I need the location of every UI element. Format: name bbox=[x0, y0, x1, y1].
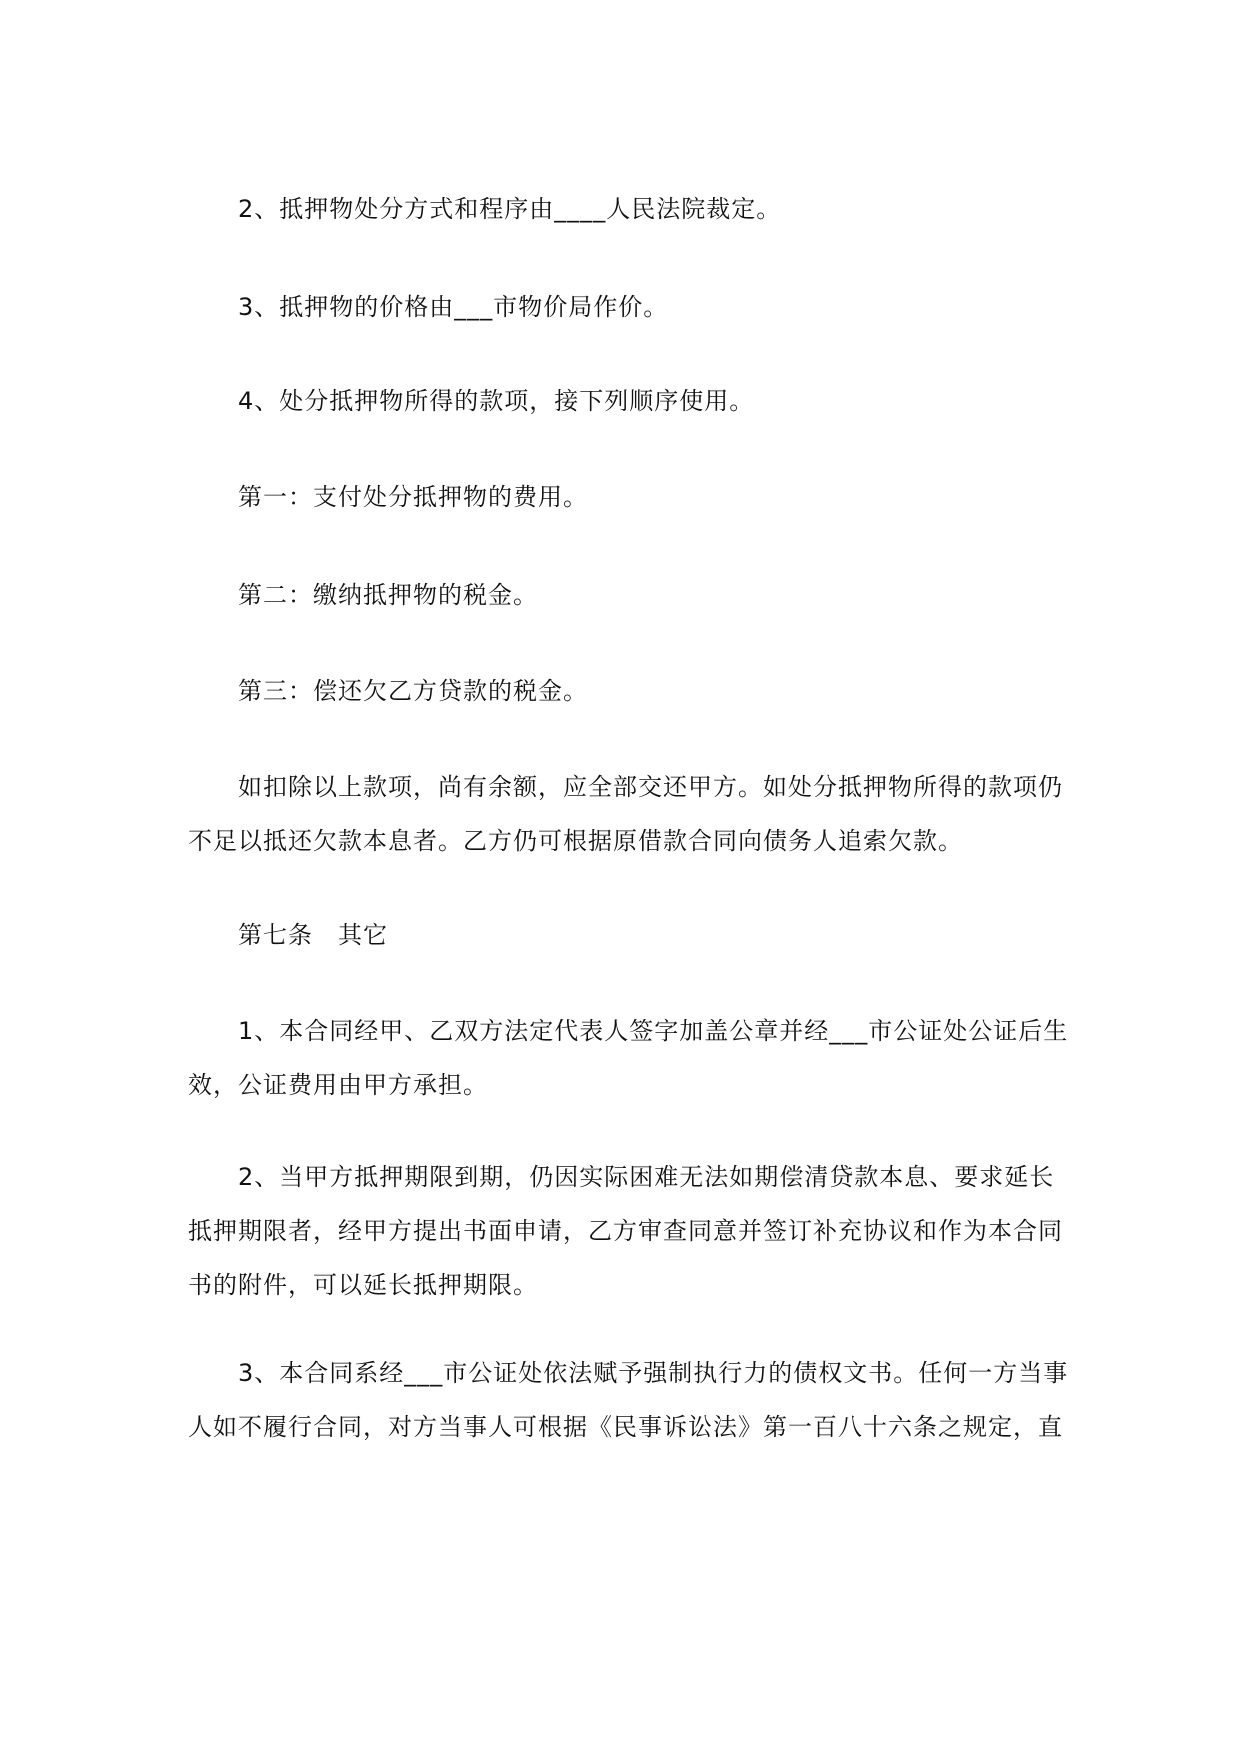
paragraph-line: 3、本合同系经___市公证处依法赋予强制执行力的债权文书。任何一方当事 bbox=[238, 1359, 1069, 1387]
paragraph-line: 第二：缴纳抵押物的税金。 bbox=[238, 581, 538, 609]
paragraph-line: 4、处分抵押物所得的款项，接下列顺序使用。 bbox=[238, 387, 755, 415]
paragraph-line: 第三：偿还欠乙方贷款的税金。 bbox=[238, 677, 588, 705]
paragraph-proceeds-order bbox=[188, 374, 1058, 428]
paragraph-line: 效，公证费用由甲方承担。 bbox=[188, 1071, 488, 1099]
paragraph-enforcement bbox=[188, 1346, 1069, 1454]
paragraph-second bbox=[188, 568, 1058, 622]
paragraph-line: 抵押期限者，经甲方提出书面申请，乙方审查同意并签订补充协议和作为本合同 bbox=[188, 1217, 1063, 1245]
paragraph-line: 2、当甲方抵押期限到期，仍因实际困难无法如期偿清贷款本息、要求延长 bbox=[238, 1163, 1055, 1191]
section-heading: 第七条 其它 bbox=[238, 921, 388, 949]
paragraph-line: 2、抵押物处分方式和程序由____人民法院裁定。 bbox=[238, 195, 782, 223]
paragraph-line: 不足以抵还欠款本息者。乙方仍可根据原借款合同向债务人追索欠款。 bbox=[188, 827, 963, 855]
paragraph-notarization bbox=[188, 1004, 1069, 1112]
paragraph-line: 3、抵押物的价格由___市物价局作价。 bbox=[238, 293, 669, 321]
paragraph-first bbox=[188, 470, 1058, 524]
paragraph-line: 书的附件，可以延长抵押期限。 bbox=[188, 1271, 538, 1299]
paragraph-pricing bbox=[188, 280, 1058, 334]
paragraph-line: 如扣除以上款项，尚有余额，应全部交还甲方。如处分抵押物所得的款项仍 bbox=[238, 773, 1063, 801]
paragraph-line: 第一：支付处分抵押物的费用。 bbox=[238, 483, 588, 511]
paragraph-balance bbox=[188, 760, 1063, 868]
paragraph-line: 1、本合同经甲、乙双方法定代表人签字加盖公章并经___市公证处公证后生 bbox=[238, 1017, 1069, 1045]
section-heading-article-7 bbox=[188, 908, 1058, 962]
paragraph-line: 人如不履行合同，对方当事人可根据《民事诉讼法》第一百八十六条之规定，直 bbox=[188, 1413, 1063, 1441]
paragraph-extension bbox=[188, 1150, 1063, 1312]
paragraph-third bbox=[188, 664, 1058, 718]
paragraph-disposal-method bbox=[188, 182, 1058, 236]
